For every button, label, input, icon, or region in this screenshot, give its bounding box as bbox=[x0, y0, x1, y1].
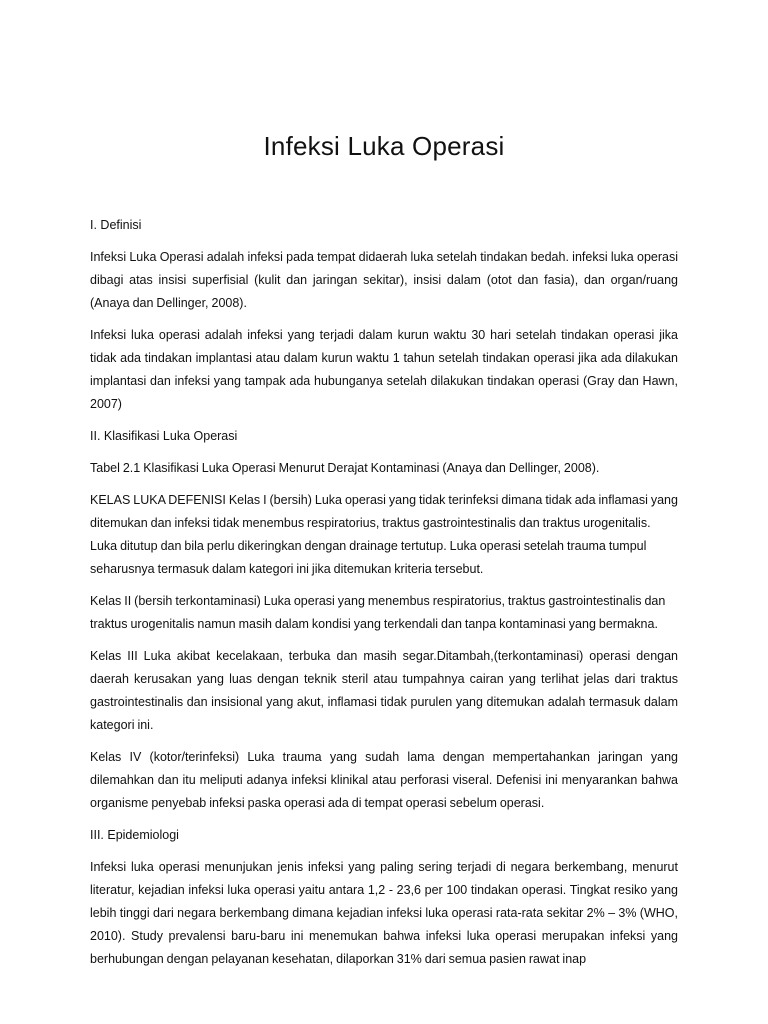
section-heading-epidemiologi: III. Epidemiologi bbox=[90, 828, 179, 842]
paragraph-kelas-4: Kelas IV (kotor/terinfeksi) Luka trauma yang sudah lama dengan mempertahankan jaringan yang dilemahkan dan itu meliputi adanya infeksi klinikal atau perforasi viseral. Defenisi ini menyarankan bahwa organisme penyebab infeksi paska operasi ada di tempat operasi sebelum operasi. bbox=[90, 750, 678, 810]
paragraph-kelas-1: KELAS LUKA DEFENISI Kelas I (bersih) Luka operasi yang tidak terinfeksi dimana tidak ada inflamasi yang ditemukan dan infeksi tidak menembus respiratorius, traktus gastrointestinalis dan traktus urogenitalis. Luka ditutup dan bila perlu dikeringkan dengan drainage tertutup. Luka operasi setelah trauma tumpul seharusnya termasuk dalam kategori ini jika ditemukan kriteria tersebut. bbox=[90, 493, 678, 576]
paragraph-definisi-2: Infeksi luka operasi adalah infeksi yang terjadi dalam kurun waktu 30 hari setelah tindakan operasi jika tidak ada tindakan implantasi atau dalam kurun waktu 1 tahun setelah tindakan operasi jika ada dilakukan implantasi dan infeksi yang tampak ada hubunganya setelah dilakukan tindakan operasi (Gray dan Hawn, 2007) bbox=[90, 328, 678, 411]
document-title: Infeksi Luka Operasi bbox=[263, 131, 505, 161]
paragraph-kelas-2: Kelas II (bersih terkontaminasi) Luka operasi yang menembus respiratorius, traktus gastrointestinalis dan traktus urogenitalis namun masih dalam kondisi yang terkendali dan tanpa kontaminasi yang bermakna. bbox=[90, 594, 666, 631]
paragraph-epidemiologi-1: Infeksi luka operasi menunjukan jenis infeksi yang paling sering terjadi di negara berkembang, menurut literatur, kejadian infeksi luka operasi yaitu antara 1,2 - 23,6 per 100 tindakan operasi. Tingkat resiko yang lebih tinggi dari negara berkembang dimana kejadian infeksi luka operasi rata-rata sekitar 2% – 3% (WHO, 2010). Study prevalensi baru-baru ini menemukan bahwa infeksi luka operasi merupakan infeksi yang berhubungan dengan pelayanan kesehatan, dilaporkan 31% dari semua pasien rawat inap bbox=[90, 860, 678, 966]
section-heading-klasifikasi: II. Klasifikasi Luka Operasi bbox=[90, 429, 238, 443]
paragraph-kelas-3: Kelas III Luka akibat kecelakaan, terbuka dan masih segar.Ditambah,(terkontaminasi) operasi dengan daerah kerusakan yang luas dengan teknik steril atau tumpahnya cairan yang terlihat jelas dari traktus gastrointestinalis dan insisional yang akut, inflamasi tidak purulen yang ditemukan adalah termasuk dalam kategori ini. bbox=[90, 649, 678, 732]
table-caption: Tabel 2.1 Klasifikasi Luka Operasi Menurut Derajat Kontaminasi (Anaya dan Dellinger, 2008). bbox=[90, 461, 600, 475]
paragraph-definisi-1: Infeksi Luka Operasi adalah infeksi pada tempat didaerah luka setelah tindakan bedah. infeksi luka operasi dibagi atas insisi superfisial (kulit dan jaringan sekitar), insisi dalam (otot dan fasia), dan organ/ruang (Anaya dan Dellinger, 2008). bbox=[90, 250, 678, 310]
section-heading-definisi: I. Definisi bbox=[90, 218, 142, 232]
